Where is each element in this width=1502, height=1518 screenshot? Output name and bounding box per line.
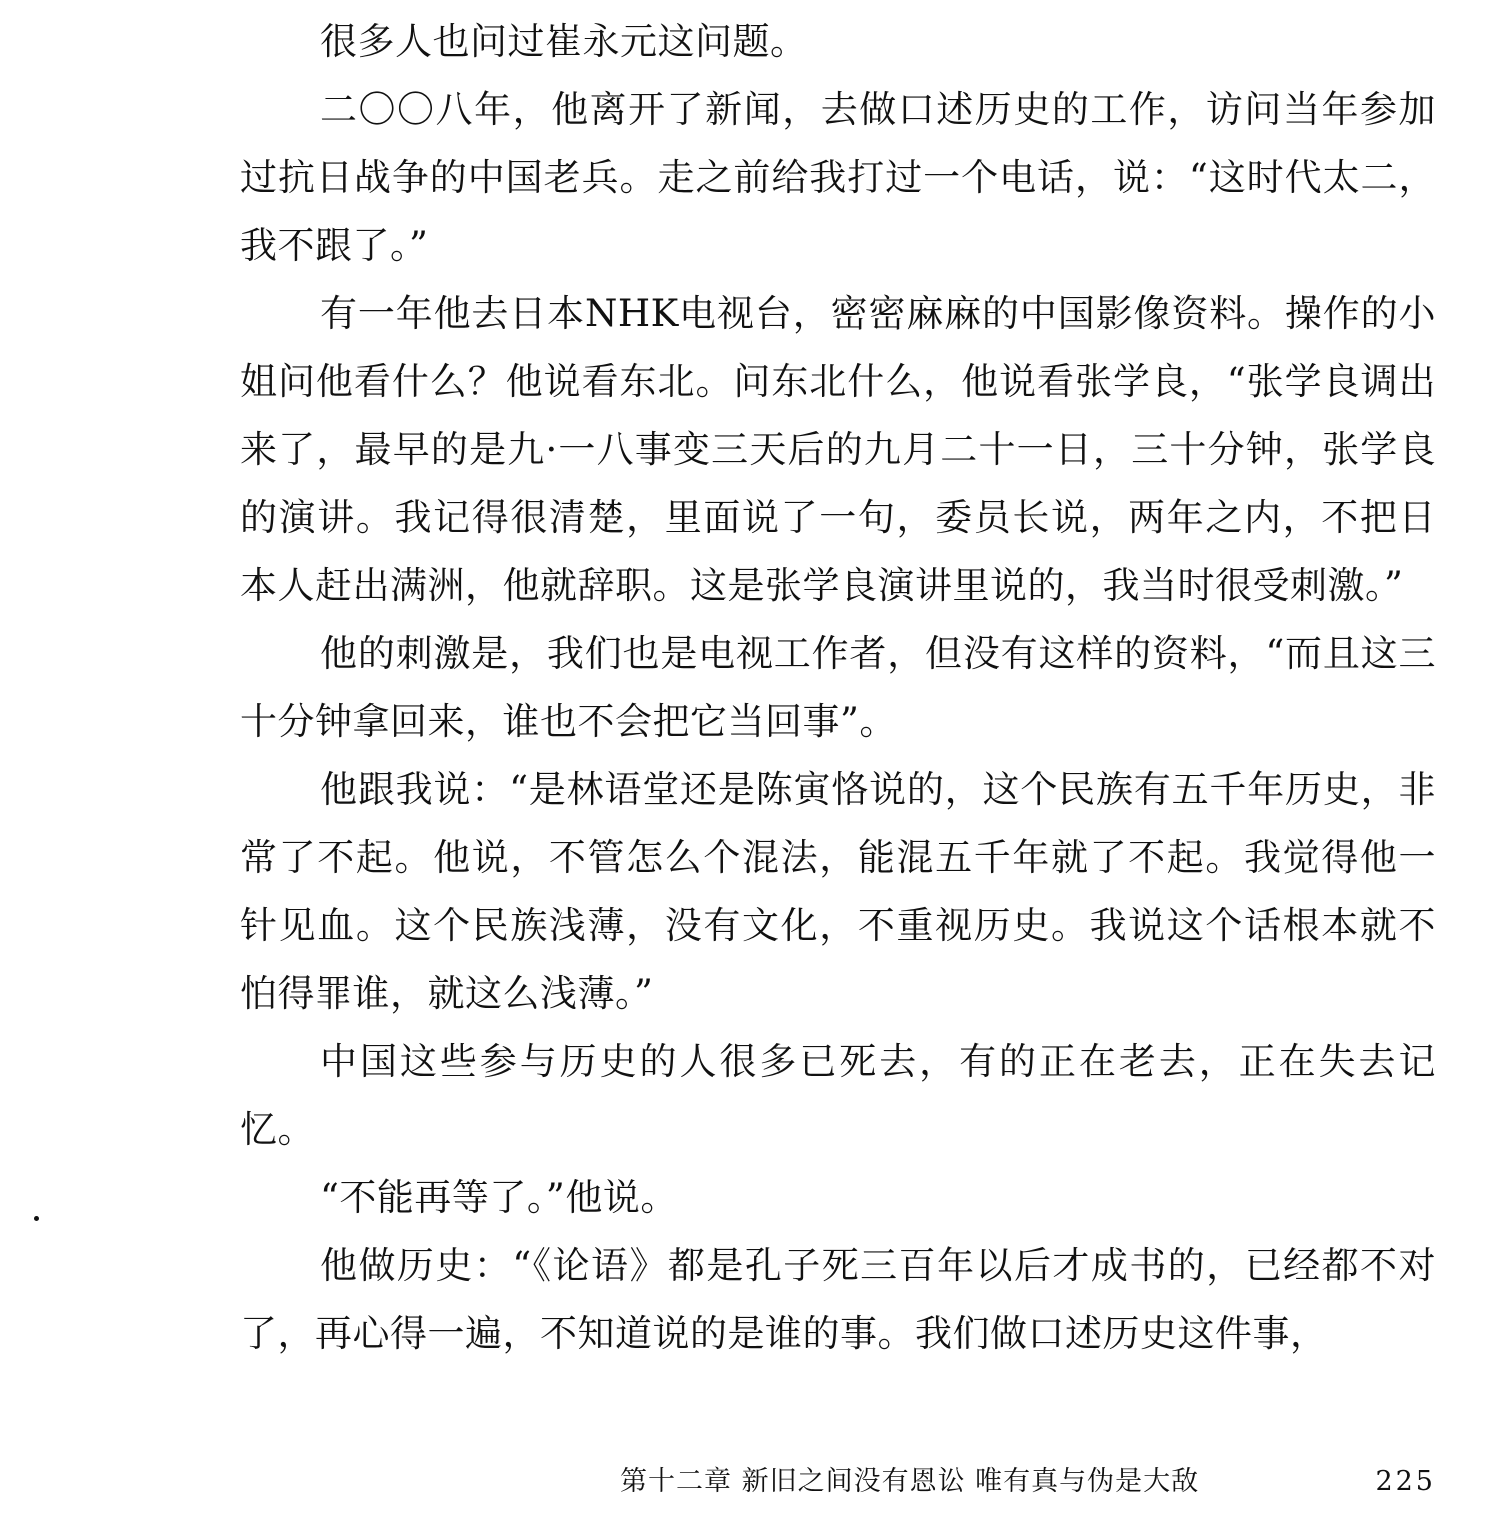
paragraph-6: 中国这些参与历史的人很多已死去，有的正在老去，正在失去记忆。 [240,1040,1436,1151]
page-footer [620,1462,1436,1502]
paragraph-5: 他跟我说：“是林语堂还是陈寅恪说的，这个民族有五千年历史，非常了不起。他说，不管怎么个混法，能混五千年就了不起。我觉得他一针见血。这个民族浅薄，没有文化，不重视历史。我说这个话根本就不怕得罪谁，就这么浅薄。” [240,768,1436,1015]
stray-dot [34,1216,39,1221]
paragraph-1: 很多人也问过崔永元这问题。 [320,20,808,63]
page-body [240,8,1436,1368]
paragraph-7: “不能再等了。”他说。 [320,1176,678,1219]
page-number: 225 [1375,1466,1436,1497]
paragraph-4: 他的刺激是，我们也是电视工作者，但没有这样的资料，“而且这三十分钟拿回来，谁也不会把它当回事”。 [240,632,1436,743]
running-head: 第十二章 新旧之间没有恩讼 唯有真与伪是大敌 [620,1466,1200,1497]
paragraph-3: 有一年他去日本NHK电视台，密密麻麻的中国影像资料。操作的小姐问他看什么？他说看东北。问东北什么，他说看张学良，“张学良调出来了，最早的是九·一八事变三天后的九月二十一日，三十分钟，张学良的演讲。我记得很清楚，里面说了一句，委员长说，两年之内，不把日本人赶出满洲，他就辞职。这是张学良演讲里说的，我当时很受刺激。” [240,292,1436,607]
paragraph-8: 他做历史：“《论语》都是孔子死三百年以后才成书的，已经都不对了，再心得一遍，不知道说的是谁的事。我们做口述历史这件事， [240,1244,1436,1355]
paragraph-2: 二〇〇八年，他离开了新闻，去做口述历史的工作，访问当年参加过抗日战争的中国老兵。走之前给我打过一个电话，说：“这时代太二，我不跟了。” [240,88,1436,267]
